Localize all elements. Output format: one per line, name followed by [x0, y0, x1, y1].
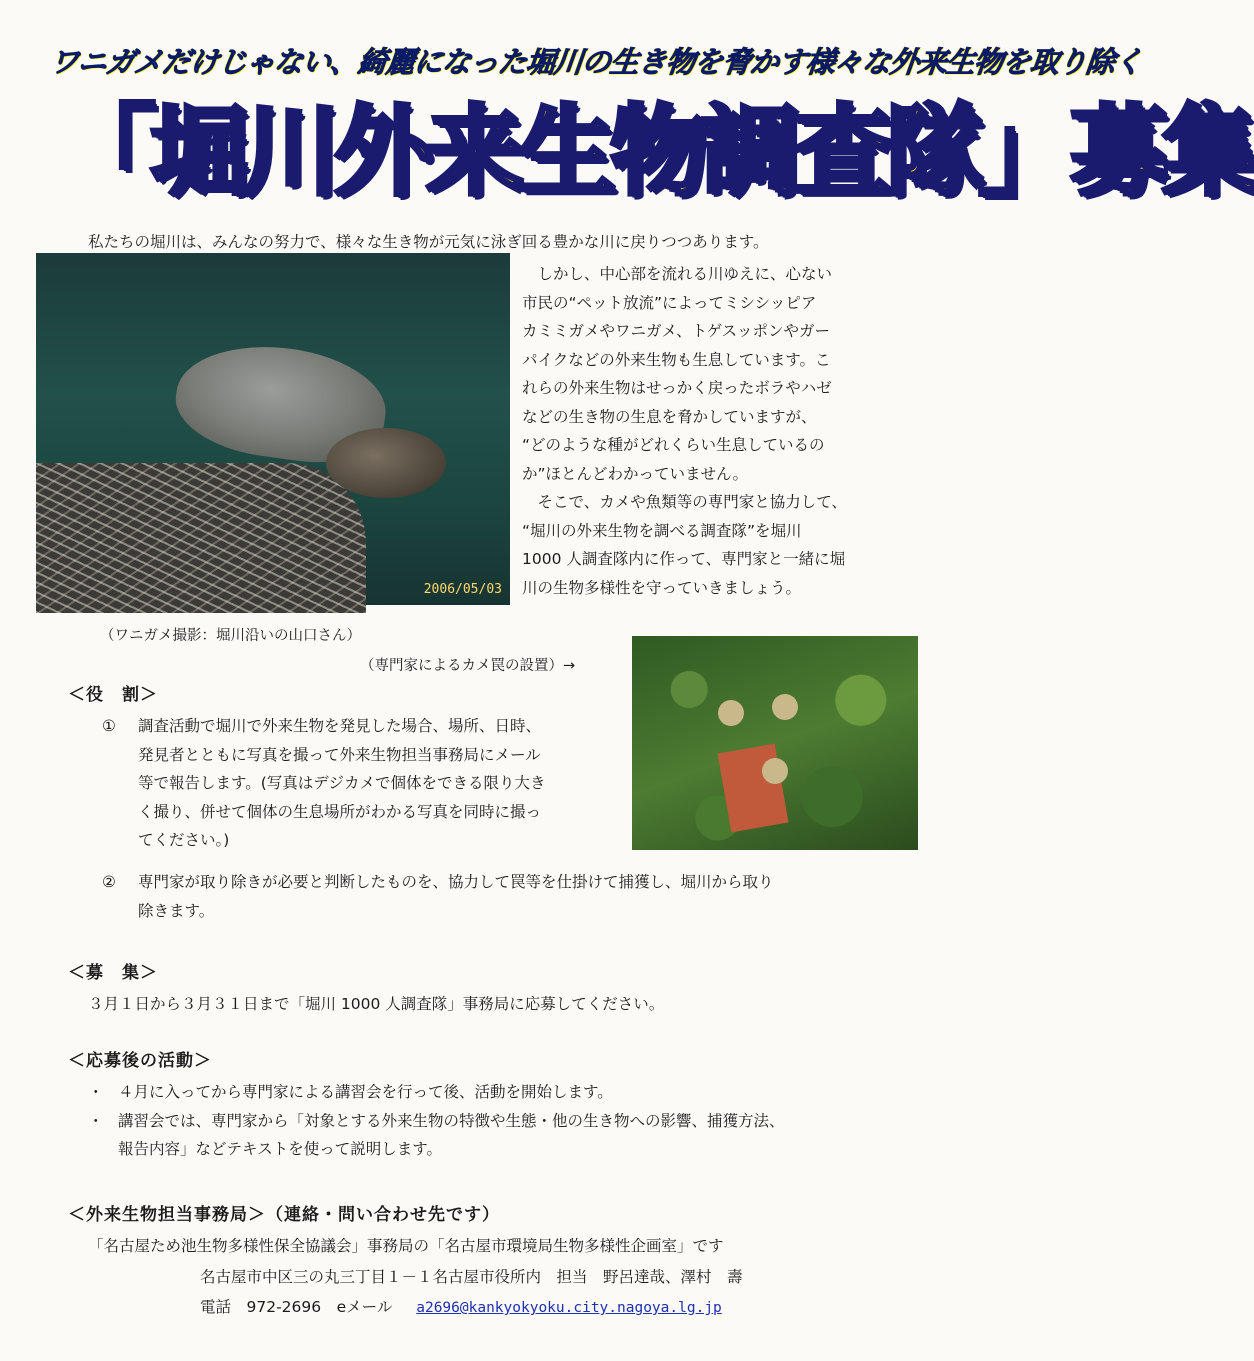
photo-date-stamp: 2006/05/03: [423, 582, 502, 597]
turtle-photo-caption: （ワニガメ撮影：堀川沿いの山口さん）: [100, 628, 361, 644]
activities-item-1: [88, 1078, 928, 1107]
activities-item-2: [88, 1107, 928, 1164]
activities-item-line: 講習会では、専門家から「対象とする外来生物の特徴や生態・他の生き物への影響、捕獲方法、: [118, 1111, 785, 1130]
roles-item-line: く撮り、併せて個体の生息場所がわかる写真を同時に撮っ: [138, 802, 542, 821]
activities-heading: ＜応募後の活動＞: [68, 1051, 212, 1071]
roles-item-2: [102, 868, 922, 925]
roles-heading: ＜役 割＞: [68, 685, 158, 705]
snapping-turtle-photo: [36, 253, 510, 605]
office-description: 「名古屋ため池生物多様性保全協議会」事務局の「名古屋市環境局生物多様性企画室」です: [88, 1237, 724, 1255]
person-image-part: [718, 700, 744, 726]
description-line: れらの外来生物はせっかく戻ったボラやハゼ: [522, 379, 832, 397]
roles-item-line: てください。): [138, 831, 230, 849]
bullet: ・: [88, 1111, 104, 1130]
roles-item-line: 調査活動で堀川で外来生物を発見した場合、場所、日時、: [138, 717, 542, 735]
phone-and-email-label: 電話 972-2696 eメール: [200, 1298, 393, 1316]
reeds-image-part: [36, 463, 366, 613]
description-line: などの生き物の生息を脅かしていますが、: [522, 407, 817, 426]
activities-item-text: ４月に入ってから専門家による講習会を行って後、活動を開始します。: [118, 1083, 613, 1101]
description-line: “どのような種がどれくらい生息しているの: [522, 436, 825, 454]
recruit-heading: ＜募 集＞: [68, 963, 158, 983]
recruit-text: ３月１日から３月３１日まで「堀川 1000 人調査隊」事務局に応募してください。: [88, 995, 665, 1013]
intro-text: 私たちの堀川は、みんなの努力で、様々な生き物が元気に泳ぎ回る豊かな川に戻りつつあります。: [88, 233, 769, 251]
description-line: 1000 人調査隊内に作って、専門家と一緒に堀: [522, 550, 846, 568]
email-link[interactable]: a2696@kankyokyoku.city.nagoya.lg.jp: [416, 1300, 722, 1316]
roles-item-line: 等で報告します。(写真はデジカメで個体をできる限り大き: [138, 774, 546, 792]
roles-item-line: 除きます。: [138, 901, 215, 920]
description-line: カミミガメやワニガメ、トゲスッポンやガー: [522, 322, 830, 340]
description-line: 川の生物多様性を守っていきましょう。: [522, 578, 802, 597]
description-line: そこで、カメや魚類等の専門家と協力して、: [522, 493, 847, 511]
header-subtitle: ワニガメだけじゃない、綺麗になった堀川の生き物を脅かす様々な外来生物を取り除く: [48, 45, 1144, 79]
item-number: ②: [102, 873, 116, 891]
trap-photo-caption: （専門家によるカメ罠の設置）→: [360, 658, 576, 674]
turtle-trap-photo: [632, 636, 918, 850]
page-title: 「堀川外来生物調査隊」募集: [58, 95, 1254, 209]
description-line: “堀川の外来生物を調べる調査隊”を堀川: [522, 521, 802, 540]
description-line: 市民の“ペット放流”によってミシシッピア: [522, 293, 817, 312]
activities-item-line: 報告内容」などテキストを使って説明します。: [118, 1140, 442, 1158]
office-address: 名古屋市中区三の丸三丁目１－１名古屋市役所内 担当 野呂達哉、澤村 壽: [200, 1268, 743, 1286]
description-line: か”ほとんどわかっていません。: [522, 464, 748, 483]
roles-item-line: 専門家が取り除きが必要と判断したものを、協力して罠等を仕掛けて捕獲し、堀川から取り: [138, 873, 774, 891]
trap-image-part: [717, 744, 788, 833]
person-image-part: [762, 758, 788, 784]
description-paragraph: [522, 260, 918, 602]
turtle-head-image-part: [326, 428, 446, 498]
office-contact: [200, 1293, 722, 1323]
office-heading: ＜外来生物担当事務局＞（連絡・問い合わせ先です）: [68, 1205, 500, 1225]
person-image-part: [772, 694, 798, 720]
description-line: しかし、中心部を流れる川ゆえに、心ない: [522, 265, 833, 283]
bullet: ・: [88, 1083, 104, 1101]
roles-item-line: 発見者とともに写真を撮って外来生物担当事務局にメール: [138, 745, 541, 764]
roles-item-1: [102, 712, 612, 855]
item-number: ①: [102, 717, 116, 735]
activities-list: [88, 1078, 928, 1164]
description-line: パイクなどの外来生物も生息しています。こ: [522, 350, 831, 369]
